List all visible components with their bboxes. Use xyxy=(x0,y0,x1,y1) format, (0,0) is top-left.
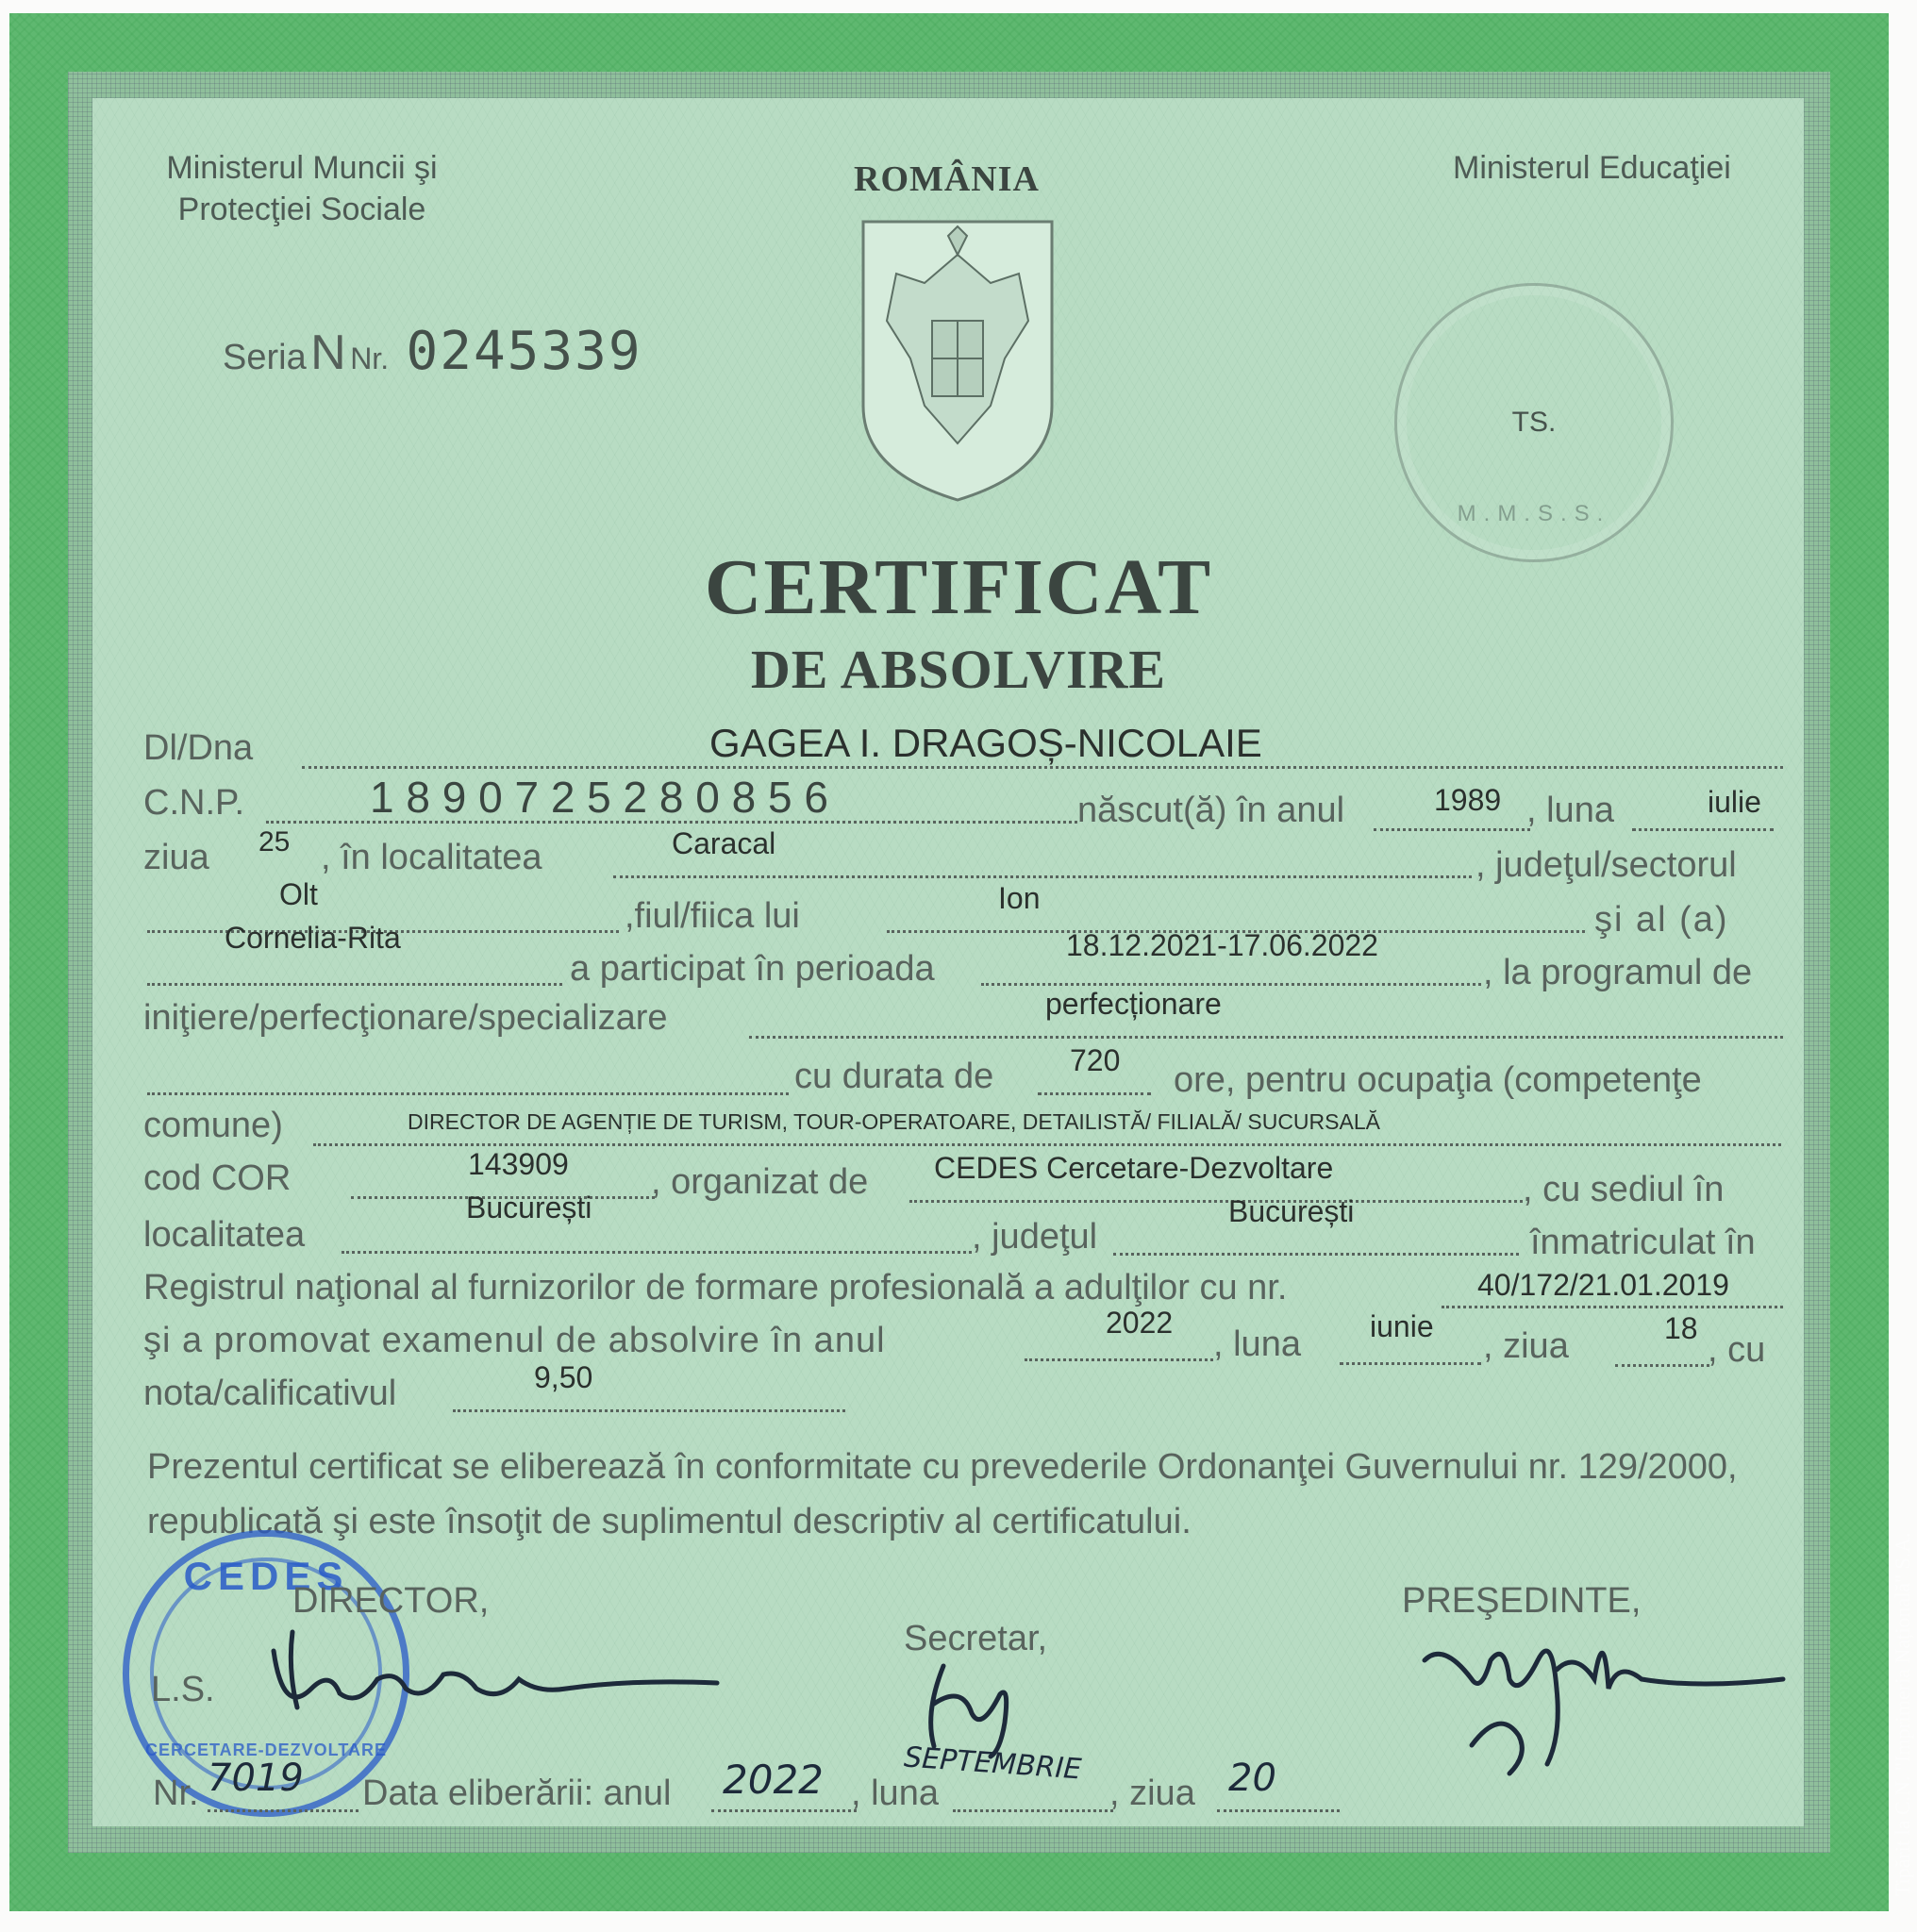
grade-dotline xyxy=(453,1409,845,1412)
name-label: Dl/Dna xyxy=(143,728,254,768)
month-label: , luna xyxy=(1526,791,1614,830)
issue-year-dotline xyxy=(711,1809,857,1812)
seat-county-value: București xyxy=(1228,1194,1355,1228)
country-name: ROMÂNIA xyxy=(854,159,1040,199)
period-value: 18.12.2021-17.06.2022 xyxy=(1066,928,1378,962)
issue-day-value: 20 xyxy=(1228,1757,1276,1800)
program-type-label: iniţiere/perfecţionare/specializare xyxy=(143,998,668,1038)
president-signature-icon xyxy=(1415,1604,1792,1792)
issue-month-label: , luna xyxy=(851,1774,939,1813)
number-label: Nr. xyxy=(350,341,390,375)
duration-label: cu durata de xyxy=(794,1057,994,1096)
period-label: a participat în perioada xyxy=(570,949,935,989)
name-value: GAGEA I. DRAGOȘ-NICOLAIE xyxy=(709,721,1262,765)
printer-credit xyxy=(1891,1879,1915,1896)
program-type-dotline xyxy=(749,1036,1783,1039)
secretary-label: Secretar, xyxy=(904,1619,1048,1658)
cor-value: 143909 xyxy=(468,1147,569,1181)
exam-month-value: iunie xyxy=(1370,1309,1434,1343)
organizer-value: CEDES Cercetare-Dezvoltare xyxy=(934,1151,1334,1185)
locality-label: , în localitatea xyxy=(321,838,542,877)
ministry-left-line1: Ministerul Muncii şi xyxy=(166,150,438,186)
issue-month-value: SEPTEMBRIE xyxy=(903,1740,1083,1787)
certificate-number: 0245339 xyxy=(406,321,642,382)
county-value: Olt xyxy=(279,877,318,911)
director-label: DIRECTOR, xyxy=(292,1581,490,1621)
grade-value: 9,50 xyxy=(534,1360,593,1394)
ministry-left-line2: Protecţiei Sociale xyxy=(177,192,426,227)
seat-county-label: , judeţul xyxy=(972,1217,1098,1257)
exam-month-dotline xyxy=(1340,1362,1481,1365)
duration-prefix-dotline xyxy=(147,1092,789,1095)
month-dotline xyxy=(1632,828,1774,831)
issue-month-dotline xyxy=(953,1809,1113,1812)
certificate-title: CERTIFICAT xyxy=(704,543,1213,631)
certificate-subtitle: DE ABSOLVIRE xyxy=(750,639,1167,700)
blue-stamp-top: CEDES xyxy=(183,1554,349,1598)
organized-label: , organizat de xyxy=(651,1162,869,1202)
occupation-value: DIRECTOR DE AGENȚIE DE TURISM, TOUR-OPERATOARE, DETAILISTĂ/ FILIALĂ/ SUCURSALĂ xyxy=(408,1109,1380,1134)
issue-date-label: Data eliberării: anul xyxy=(362,1774,672,1813)
cnp-value: 1 8 9 0 7 2 5 2 8 0 8 5 6 xyxy=(370,773,828,822)
registry-label: Registrul naţional al furnizorilor de formare profesională a adulţilor cu nr. xyxy=(143,1268,1288,1307)
series-number xyxy=(223,321,642,382)
issue-nr-value: 7019 xyxy=(208,1757,304,1800)
issue-day-dotline xyxy=(1217,1809,1340,1812)
locality-dotline xyxy=(613,875,1472,878)
ls-label: L.S. xyxy=(151,1670,215,1709)
blue-stamp-bottom: CERCETARE-DEZVOLTARE xyxy=(145,1740,387,1759)
issue-year-value: 2022 xyxy=(723,1757,824,1803)
series-label: Seria xyxy=(223,338,307,377)
exam-year-dotline xyxy=(1025,1358,1213,1361)
duration-value: 720 xyxy=(1070,1043,1121,1077)
day-label: ziua xyxy=(143,838,209,877)
exam-day-dotline xyxy=(1615,1364,1709,1367)
occupation-dotline xyxy=(313,1143,1781,1146)
issue-nr-label: Nr. xyxy=(153,1774,199,1813)
cnp-label: C.N.P. xyxy=(143,783,245,823)
program-label: , la programul de xyxy=(1483,953,1753,992)
program-type-value: perfecționare xyxy=(1045,987,1222,1021)
son-label: ,fiul/fiica lui xyxy=(625,896,800,936)
seat-locality-label: localitatea xyxy=(143,1215,306,1255)
exam-day-value: 18 xyxy=(1664,1311,1698,1345)
cor-label: cod COR xyxy=(143,1158,292,1198)
and-label: şi al (a) xyxy=(1594,900,1729,940)
president-label: PREŞEDINTE, xyxy=(1402,1581,1642,1621)
exam-year-value: 2022 xyxy=(1106,1306,1174,1340)
blind-stamp-bottom: M.M.S.S. xyxy=(1457,501,1611,526)
ministry-right: Ministerul Educaţiei xyxy=(1453,150,1731,186)
mother-dotline xyxy=(147,983,562,986)
issue-day-label: , ziua xyxy=(1109,1774,1195,1813)
mother-value: Cornelia-Rita xyxy=(225,921,401,955)
locality-value: Caracal xyxy=(672,826,776,860)
with-label: , cu xyxy=(1708,1330,1766,1370)
common-label: comune) xyxy=(143,1106,283,1145)
duration-dotline xyxy=(1038,1092,1151,1095)
legal-text: Prezentul certificat se eliberează în conformitate cu prevederile Ordonanţei Guvernului nr. 129/2000, republicată şi este însoţit de suplimentul descriptiv al certificatului. xyxy=(147,1447,1738,1541)
series-letter: N xyxy=(310,325,346,380)
exam-label: şi a promovat examenul de absolvire în anul xyxy=(143,1321,886,1360)
director-signature-icon xyxy=(255,1613,726,1726)
seat-label: , cu sediul în xyxy=(1523,1170,1725,1209)
hours-label: ore, pentru ocupaţia (competenţe xyxy=(1174,1060,1702,1100)
exam-day-label: , ziua xyxy=(1483,1326,1569,1366)
exam-month-label: , luna xyxy=(1213,1324,1301,1364)
born-year-label: născut(ă) în anul xyxy=(1077,791,1345,830)
born-year: 1989 xyxy=(1434,783,1502,817)
day-value: 25 xyxy=(258,826,291,858)
seat-locality-dotline xyxy=(342,1251,972,1254)
blind-stamp-text: TS. xyxy=(1511,407,1557,438)
name-dotline xyxy=(302,766,1783,769)
county-label: , judeţul/sectorul xyxy=(1475,845,1737,885)
ministry-left xyxy=(132,147,472,230)
seat-county-dotline xyxy=(1113,1253,1519,1256)
registered-label: înmatriculat în xyxy=(1530,1223,1756,1262)
father-value: Ion xyxy=(998,881,1041,915)
seat-locality-value: București xyxy=(466,1191,592,1224)
month-value: iulie xyxy=(1708,785,1761,819)
grade-label: nota/calificativul xyxy=(143,1374,397,1413)
registry-value: 40/172/21.01.2019 xyxy=(1477,1268,1729,1302)
born-year-dotline xyxy=(1374,828,1530,831)
organizer-dotline xyxy=(909,1200,1523,1203)
coat-of-arms-icon xyxy=(858,217,1057,505)
registry-dotline xyxy=(1442,1306,1783,1308)
issue-nr-dotline xyxy=(208,1809,358,1812)
period-dotline xyxy=(981,983,1481,986)
blind-stamp xyxy=(1394,283,1674,562)
